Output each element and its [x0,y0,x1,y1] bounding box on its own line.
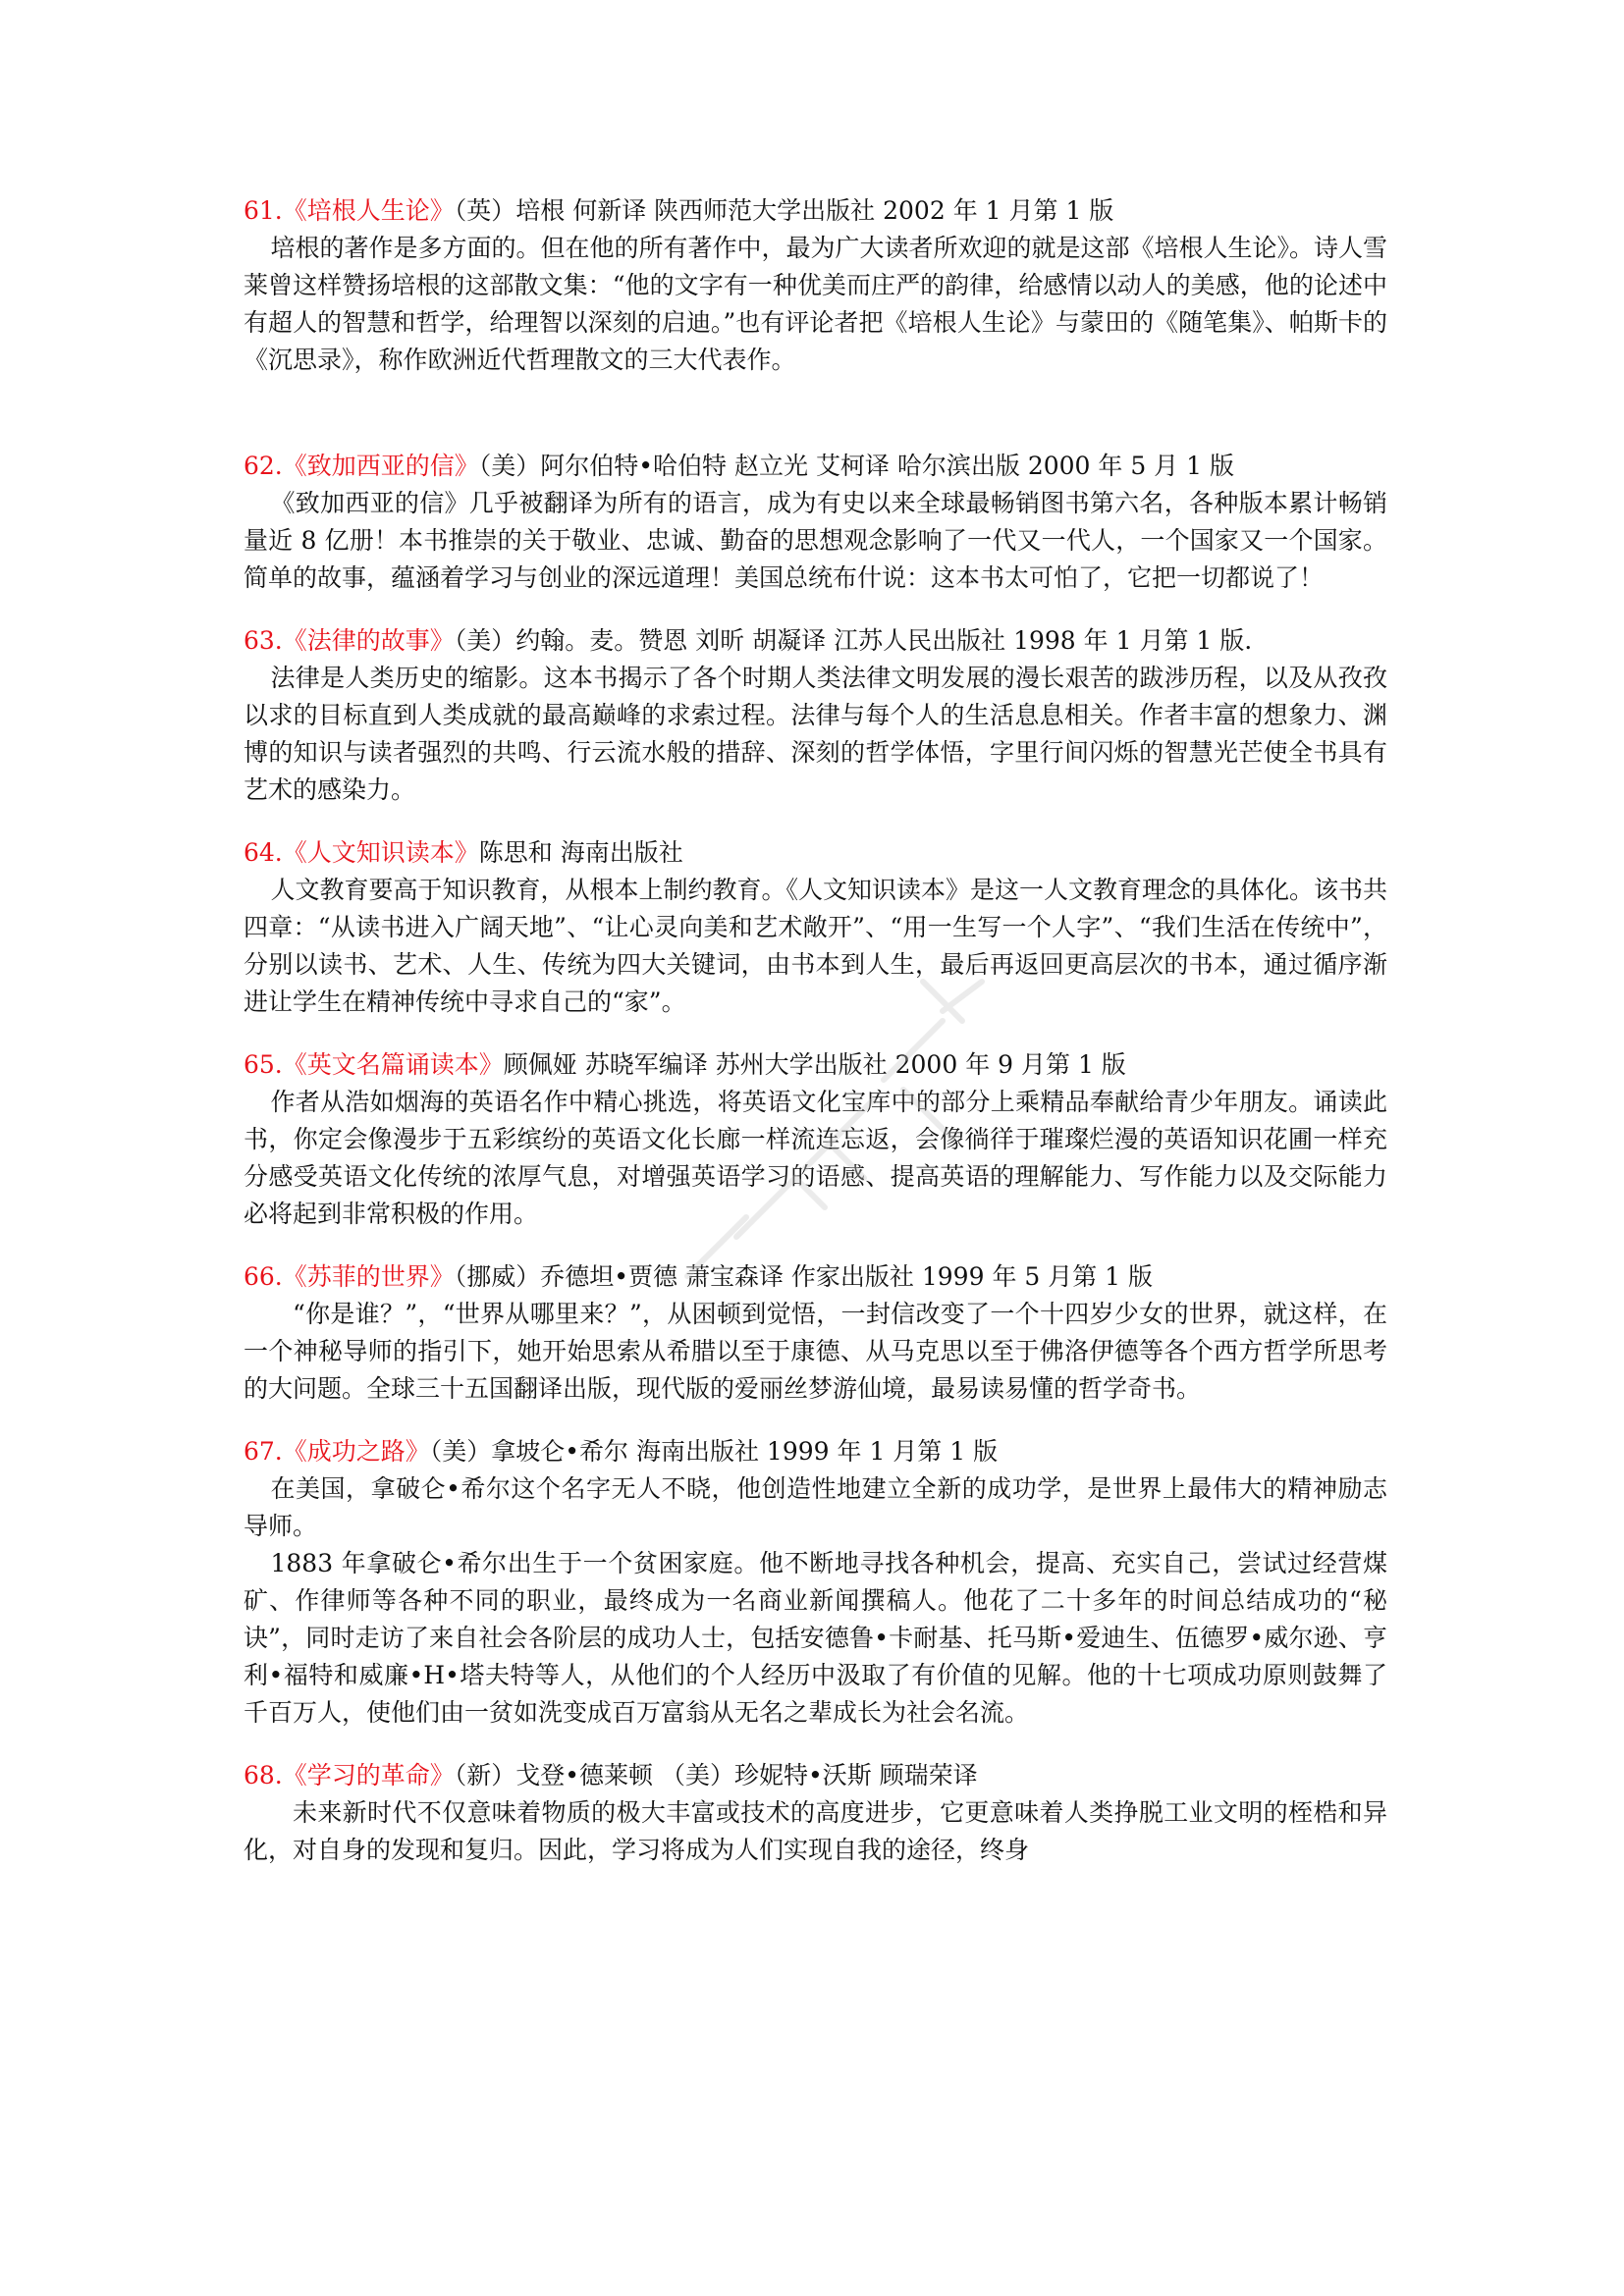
book-meta: （美）拿坡仑•希尔 海南出版社 1999 年 1 月第 1 版 [429,1437,999,1466]
entry-number: 66. [244,1262,283,1291]
entry-number: 65. [244,1050,283,1079]
book-entry-66 [244,1258,1387,1408]
entry-number: 64. [244,838,283,867]
entry-heading [244,448,1387,485]
book-title: 《学习的革命》 [282,1761,455,1789]
entry-heading [244,622,1387,660]
book-entry-67 [244,1433,1387,1732]
entry-description: 在美国，拿破仑•希尔这个名字无人不晓，他创造性地建立全新的成功学，是世界上最伟大的精神励志导师。 [244,1474,1387,1540]
book-title: 《成功之路》 [282,1437,430,1466]
entry-description: “你是谁？”，“世界从哪里来？”，从困顿到觉悟，一封信改变了一个十四岁少女的世界，就这样，在一个神秘导师的指引下，她开始思索从希腊以至于康德、从马克思以至于佛洛伊德等各个西方哲学所思考的大问题。全球三十五国翻译出版，现代版的爱丽丝梦游仙境，最易读易懂的哲学奇书。 [244,1300,1387,1403]
book-title: 《致加西亚的信》 [282,452,479,480]
entry-description: 人文教育要高于知识教育，从根本上制约教育。《人文知识读本》是这一人文教育理念的具体化。该书共四章：“从读书进入广阔天地”、“让心灵向美和艺术敞开”、“用一生写一个人字”、“我们生活在传统中”，分别以读书、艺术、人生、传统为四大关键词，由书本到人生，最后再返回更高层次的书本，通过循序渐进让学生在精神传统中寻求自己的“家”。 [244,876,1388,1016]
entry-heading [244,1046,1387,1084]
entry-heading [244,1757,1387,1794]
book-meta: （挪威）乔德坦•贾德 萧宝森译 作家出版社 1999 年 5 月第 1 版 [454,1262,1154,1291]
entry-description: 作者从浩如烟海的英语名作中精心挑选，将英语文化宝库中的部分上乘精品奉献给青少年朋友。诵读此书，你定会像漫步于五彩缤纷的英语文化长廊一样流连忘返，会像徜徉于璀璨烂漫的英语知识花圃一样充分感受英语文化传统的浓厚气息，对增强英语学习的语感、提高英语的理解能力、写作能力以及交际能力必将起到非常积极的作用。 [244,1088,1387,1228]
book-entry-68 [244,1757,1387,1869]
book-entry-65 [244,1046,1387,1233]
entry-description: 法律是人类历史的缩影。这本书揭示了各个时期人类法律文明发展的漫长艰苦的跋涉历程，以及从孜孜以求的目标直到人类成就的最高巅峰的求索过程。法律与每个人的生活息息相关。作者丰富的想象力、渊博的知识与读者强烈的共鸣、行云流水般的措辞、深刻的哲学体悟，字里行间闪烁的智慧光芒使全书具有艺术的感染力。 [244,664,1387,804]
entry-description: 未来新时代不仅意味着物质的极大丰富或技术的高度进步，它更意味着人类挣脱工业文明的桎梏和异化，对自身的发现和复归。因此，学习将成为人们实现自我的途径，终身 [244,1798,1387,1864]
entry-heading [244,192,1387,230]
entry-description: 1883 年拿破仑•希尔出生于一个贫困家庭。他不断地寻找各种机会，提高、充实自己，尝试过经营煤矿、作律师等各种不同的职业，最终成为一名商业新闻撰稿人。他花了二十多年的时间总结成功的“秘诀”，同时走访了来自社会各阶层的成功人士，包括安德鲁•卡耐基、托马斯•爱迪生、伍德罗•威尔逊、亨利•福特和威廉•H•塔夫特等人，从他们的个人经历中汲取了有价值的见解。他的十七项成功原则鼓舞了千百万人，使他们由一贫如洗变成百万富翁从无名之辈成长为社会名流。 [244,1549,1387,1727]
entry-heading [244,1433,1387,1470]
book-title: 《法律的故事》 [282,626,455,655]
entry-number: 67. [244,1437,283,1466]
entry-heading [244,834,1387,872]
book-entry-62 [244,448,1387,597]
document-page [244,192,1387,1895]
entry-description: 培根的著作是多方面的。但在他的所有著作中，最为广大读者所欢迎的就是这部《培根人生论》。诗人雪莱曾这样赞扬培根的这部散文集：“他的文字有一种优美而庄严的韵律，给感情以动人的美感，他的论述中有超人的智慧和哲学，给理智以深刻的启迪。”也有评论者把《培根人生论》与蒙田的《随笔集》、帕斯卡的《沉思录》，称作欧洲近代哲理散文的三大代表作。 [244,234,1388,374]
book-entry-63 [244,622,1387,809]
book-meta: （美）约翰。麦。赞恩 刘昕 胡凝译 江苏人民出版社 1998 年 1 月第 1 版. [454,626,1253,655]
entry-description: 《致加西亚的信》几乎被翻译为所有的语言，成为有史以来全球最畅销图书第六名，各种版本累计畅销量近 8 亿册！本书推崇的关于敬业、忠诚、勤奋的思想观念影响了一代又一代人，一个国家又一个国家。简单的故事，蕴涵着学习与创业的深远道理！美国总统布什说：这本书太可怕了，它把一切都说了！ [244,489,1387,592]
book-title: 《人文知识读本》 [282,838,479,867]
entry-number: 68. [244,1761,283,1789]
book-meta: 陈思和 海南出版社 [478,838,683,867]
book-entry-64 [244,834,1387,1021]
book-meta: （美）阿尔伯特•哈伯特 赵立光 艾柯译 哈尔滨出版 2000 年 5 月 1 版 [478,452,1234,480]
entry-number: 61. [244,196,283,225]
book-title: 《培根人生论》 [282,196,455,225]
entry-number: 62. [244,452,283,480]
book-meta: （英）培根 何新译 陕西师范大学出版社 2002 年 1 月第 1 版 [454,196,1114,225]
entry-heading [244,1258,1387,1296]
book-title: 《苏菲的世界》 [282,1262,455,1291]
entry-number: 63. [244,626,283,655]
book-entry-61 [244,192,1387,379]
book-title: 《英文名篇诵读本》 [282,1050,504,1079]
book-meta: （新）戈登•德莱顿 （美）珍妮特•沃斯 顾瑞荣译 [454,1761,978,1789]
book-meta: 顾佩娅 苏晓军编译 苏州大学出版社 2000 年 9 月第 1 版 [503,1050,1126,1079]
